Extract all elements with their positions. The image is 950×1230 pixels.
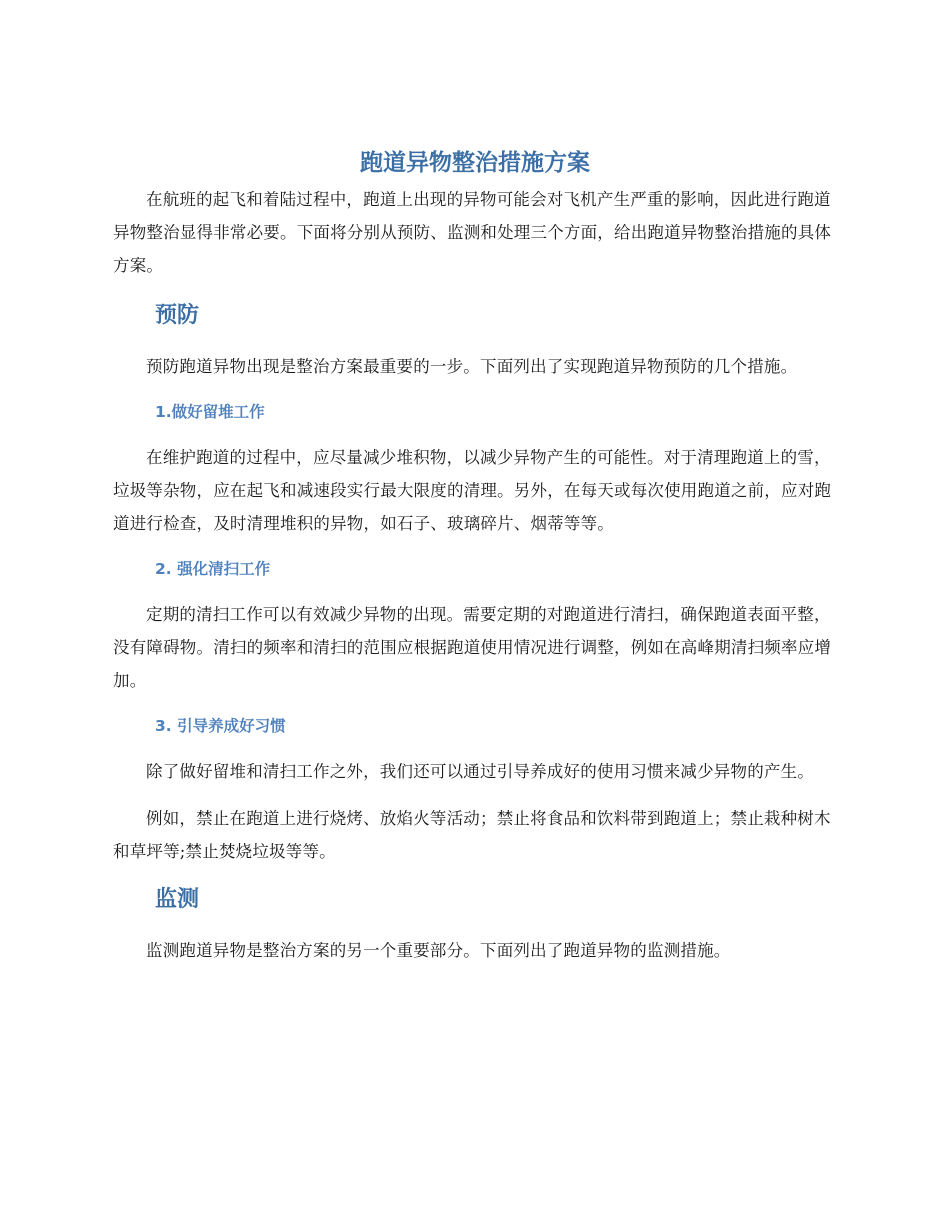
subsection-3-paragraph-2: 例如，禁止在跑道上进行烧烤、放焰火等活动；禁止将食品和饮料带到跑道上；禁止栽种树木和草坪等;禁止焚烧垃圾等等。 — [113, 809, 831, 861]
intro-paragraph: 在航班的起飞和着陆过程中，跑道上出现的异物可能会对飞机产生严重的影响，因此进行跑道异物整治显得非常必要。下面将分别从预防、监测和处理三个方面，给出跑道异物整治措施的具体方案。 — [113, 190, 832, 275]
subheading-1: 1.做好留堆工作 — [155, 403, 265, 421]
document-page — [113, 143, 837, 967]
subsection-2-paragraph: 定期的清扫工作可以有效减少异物的出现。需要定期的对跑道进行清扫，确保跑道表面平整，没有障碍物。清扫的频率和清扫的范围应根据跑道使用情况进行调整，例如在高峰期清扫频率应增加。 — [113, 605, 832, 690]
subsection-3-paragraph-1: 除了做好留堆和清扫工作之外，我们还可以通过引导养成好的使用习惯来减少异物的产生。 — [146, 762, 814, 781]
heading-prevention: 预防 — [155, 303, 200, 328]
document-title: 跑道异物整治措施方案 — [360, 150, 590, 176]
heading-monitoring: 监测 — [155, 887, 200, 912]
prevention-intro-paragraph: 预防跑道异物出现是整治方案最重要的一步。下面列出了实现跑道异物预防的几个措施。 — [146, 357, 798, 376]
monitoring-intro-paragraph: 监测跑道异物是整治方案的另一个重要部分。下面列出了跑道异物的监测措施。 — [146, 941, 731, 960]
subheading-3: 3. 引导养成好习惯 — [155, 717, 286, 735]
subheading-2: 2. 强化清扫工作 — [155, 560, 271, 578]
subsection-1-paragraph: 在维护跑道的过程中，应尽量减少堆积物，以减少异物产生的可能性。对于清理跑道上的雪，垃圾等杂物，应在起飞和减速段实行最大限度的清理。另外，在每天或每次使用跑道之前，应对跑道进行检查，及时清理堆积的异物，如石子、玻璃碎片、烟蒂等等。 — [113, 448, 832, 533]
